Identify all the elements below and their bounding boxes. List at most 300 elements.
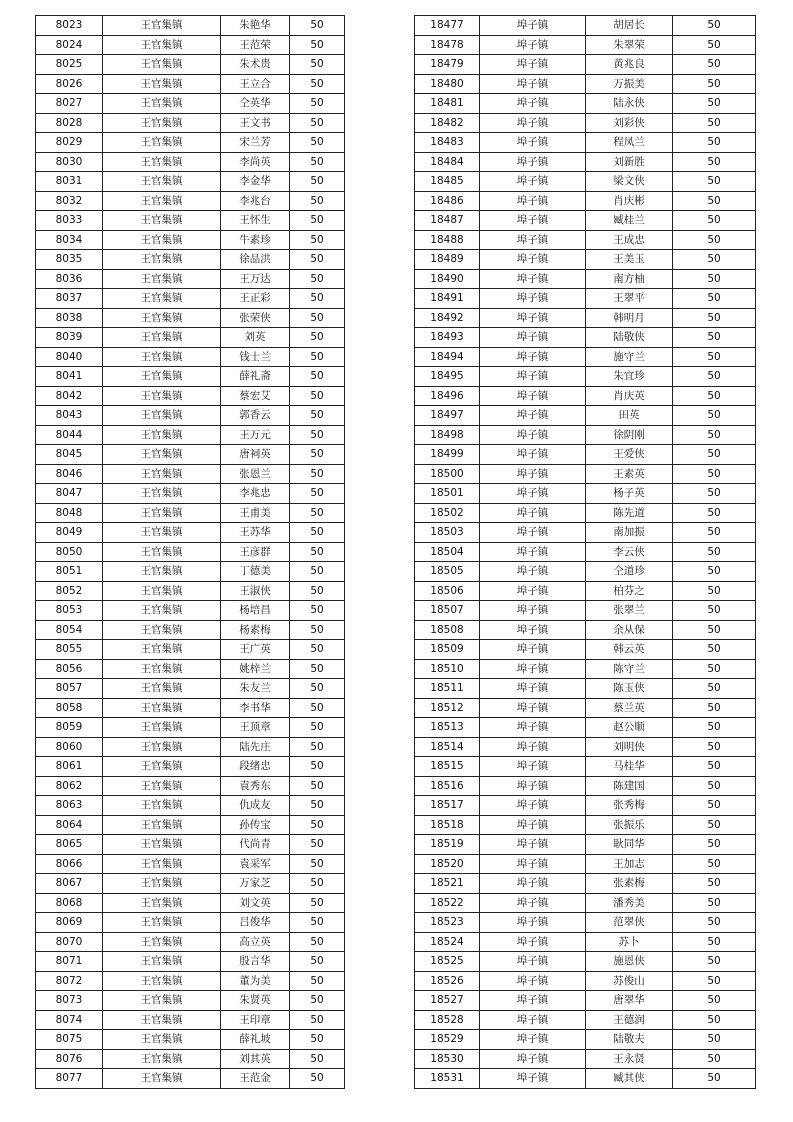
table-row bbox=[415, 718, 756, 738]
town-cell: 王官集镇 bbox=[103, 952, 221, 972]
amount-cell: 50 bbox=[673, 815, 756, 835]
town-cell: 埠子镇 bbox=[480, 562, 586, 582]
amount-cell: 50 bbox=[290, 874, 345, 894]
table-row bbox=[415, 230, 756, 250]
amount-cell: 50 bbox=[673, 308, 756, 328]
name-cell: 王甫美 bbox=[221, 503, 290, 523]
name-cell: 陆永侠 bbox=[586, 94, 673, 114]
id-cell: 8048 bbox=[36, 503, 103, 523]
id-cell: 18491 bbox=[415, 289, 480, 309]
town-cell: 王官集镇 bbox=[103, 581, 221, 601]
table-row bbox=[415, 484, 756, 504]
name-cell: 宋兰芳 bbox=[221, 133, 290, 153]
name-cell: 钱士兰 bbox=[221, 347, 290, 367]
name-cell: 朱友兰 bbox=[221, 679, 290, 699]
town-cell: 王官集镇 bbox=[103, 35, 221, 55]
name-cell: 王美玉 bbox=[586, 250, 673, 270]
id-cell: 8024 bbox=[36, 35, 103, 55]
name-cell: 高立英 bbox=[221, 932, 290, 952]
town-cell: 王官集镇 bbox=[103, 776, 221, 796]
amount-cell: 50 bbox=[290, 971, 345, 991]
id-cell: 8045 bbox=[36, 445, 103, 465]
table-row bbox=[36, 874, 345, 894]
amount-cell: 50 bbox=[673, 620, 756, 640]
table-row bbox=[36, 133, 345, 153]
name-cell: 王苏华 bbox=[221, 523, 290, 543]
id-cell: 18496 bbox=[415, 386, 480, 406]
town-cell: 王官集镇 bbox=[103, 932, 221, 952]
amount-cell: 50 bbox=[673, 464, 756, 484]
id-cell: 18482 bbox=[415, 113, 480, 133]
table-row bbox=[36, 445, 345, 465]
id-cell: 8033 bbox=[36, 211, 103, 231]
table-row bbox=[415, 991, 756, 1011]
town-cell: 王官集镇 bbox=[103, 386, 221, 406]
town-cell: 埠子镇 bbox=[480, 191, 586, 211]
name-cell: 南方柚 bbox=[586, 269, 673, 289]
id-cell: 18519 bbox=[415, 835, 480, 855]
town-cell: 埠子镇 bbox=[480, 757, 586, 777]
amount-cell: 50 bbox=[673, 523, 756, 543]
town-cell: 埠子镇 bbox=[480, 35, 586, 55]
name-cell: 张恩兰 bbox=[221, 464, 290, 484]
id-cell: 18504 bbox=[415, 542, 480, 562]
table-row bbox=[36, 679, 345, 699]
table-row bbox=[36, 815, 345, 835]
town-cell: 王官集镇 bbox=[103, 55, 221, 75]
name-cell: 王爱侠 bbox=[586, 445, 673, 465]
table-row bbox=[415, 464, 756, 484]
id-cell: 8075 bbox=[36, 1030, 103, 1050]
town-cell: 埠子镇 bbox=[480, 854, 586, 874]
table-row bbox=[36, 464, 345, 484]
id-cell: 8036 bbox=[36, 269, 103, 289]
town-cell: 埠子镇 bbox=[480, 893, 586, 913]
name-cell: 郭香云 bbox=[221, 406, 290, 426]
name-cell: 王永贤 bbox=[586, 1049, 673, 1069]
amount-cell: 50 bbox=[290, 211, 345, 231]
id-cell: 18510 bbox=[415, 659, 480, 679]
town-cell: 埠子镇 bbox=[480, 230, 586, 250]
amount-cell: 50 bbox=[290, 581, 345, 601]
id-cell: 8070 bbox=[36, 932, 103, 952]
id-cell: 18493 bbox=[415, 328, 480, 348]
town-cell: 王官集镇 bbox=[103, 718, 221, 738]
name-cell: 张素梅 bbox=[586, 874, 673, 894]
amount-cell: 50 bbox=[290, 952, 345, 972]
name-cell: 刘其英 bbox=[221, 1049, 290, 1069]
table-row bbox=[36, 893, 345, 913]
id-cell: 8059 bbox=[36, 718, 103, 738]
town-cell: 埠子镇 bbox=[480, 133, 586, 153]
town-cell: 王官集镇 bbox=[103, 620, 221, 640]
id-cell: 18518 bbox=[415, 815, 480, 835]
town-cell: 王官集镇 bbox=[103, 191, 221, 211]
name-cell: 王万达 bbox=[221, 269, 290, 289]
name-cell: 杨子英 bbox=[586, 484, 673, 504]
table-row bbox=[36, 35, 345, 55]
town-cell: 王官集镇 bbox=[103, 796, 221, 816]
amount-cell: 50 bbox=[290, 796, 345, 816]
amount-cell: 50 bbox=[290, 854, 345, 874]
name-cell: 刘明侠 bbox=[586, 737, 673, 757]
amount-cell: 50 bbox=[673, 386, 756, 406]
id-cell: 18515 bbox=[415, 757, 480, 777]
amount-cell: 50 bbox=[673, 484, 756, 504]
name-cell: 唐翠华 bbox=[586, 991, 673, 1011]
amount-cell: 50 bbox=[290, 55, 345, 75]
amount-cell: 50 bbox=[673, 16, 756, 36]
id-cell: 18499 bbox=[415, 445, 480, 465]
town-cell: 埠子镇 bbox=[480, 932, 586, 952]
name-cell: 代尚青 bbox=[221, 835, 290, 855]
name-cell: 韩云英 bbox=[586, 640, 673, 660]
id-cell: 8077 bbox=[36, 1069, 103, 1089]
table-row bbox=[36, 932, 345, 952]
name-cell: 陆敬侠 bbox=[586, 328, 673, 348]
table-row bbox=[36, 250, 345, 270]
amount-cell: 50 bbox=[290, 406, 345, 426]
name-cell: 吕俊华 bbox=[221, 913, 290, 933]
table-row bbox=[36, 601, 345, 621]
table-row bbox=[36, 74, 345, 94]
amount-cell: 50 bbox=[673, 1010, 756, 1030]
amount-cell: 50 bbox=[290, 815, 345, 835]
name-cell: 臧桂兰 bbox=[586, 211, 673, 231]
town-cell: 埠子镇 bbox=[480, 328, 586, 348]
town-cell: 埠子镇 bbox=[480, 113, 586, 133]
id-cell: 18480 bbox=[415, 74, 480, 94]
name-cell: 殷言华 bbox=[221, 952, 290, 972]
name-cell: 黄兆良 bbox=[586, 55, 673, 75]
amount-cell: 50 bbox=[290, 16, 345, 36]
id-cell: 18494 bbox=[415, 347, 480, 367]
table-row bbox=[415, 854, 756, 874]
table-row bbox=[415, 913, 756, 933]
name-cell: 余从保 bbox=[586, 620, 673, 640]
table-row bbox=[415, 835, 756, 855]
name-cell: 王怀生 bbox=[221, 211, 290, 231]
name-cell: 朱艳华 bbox=[221, 16, 290, 36]
town-cell: 王官集镇 bbox=[103, 971, 221, 991]
table-row bbox=[415, 640, 756, 660]
id-cell: 8063 bbox=[36, 796, 103, 816]
id-cell: 8058 bbox=[36, 698, 103, 718]
table-row bbox=[36, 269, 345, 289]
table-row bbox=[36, 406, 345, 426]
id-cell: 8051 bbox=[36, 562, 103, 582]
table-row bbox=[415, 562, 756, 582]
amount-cell: 50 bbox=[290, 94, 345, 114]
id-cell: 8065 bbox=[36, 835, 103, 855]
table-row bbox=[415, 620, 756, 640]
table-row bbox=[36, 484, 345, 504]
amount-cell: 50 bbox=[673, 425, 756, 445]
id-cell: 8042 bbox=[36, 386, 103, 406]
amount-cell: 50 bbox=[290, 835, 345, 855]
table-row bbox=[36, 230, 345, 250]
table-row bbox=[415, 971, 756, 991]
id-cell: 18503 bbox=[415, 523, 480, 543]
town-cell: 埠子镇 bbox=[480, 835, 586, 855]
amount-cell: 50 bbox=[673, 35, 756, 55]
id-cell: 18484 bbox=[415, 152, 480, 172]
name-cell: 施恩侠 bbox=[586, 952, 673, 972]
name-cell: 朱翠荣 bbox=[586, 35, 673, 55]
table-row bbox=[415, 815, 756, 835]
id-cell: 8046 bbox=[36, 464, 103, 484]
table-row bbox=[36, 172, 345, 192]
id-cell: 8061 bbox=[36, 757, 103, 777]
id-cell: 8031 bbox=[36, 172, 103, 192]
amount-cell: 50 bbox=[290, 776, 345, 796]
id-cell: 8060 bbox=[36, 737, 103, 757]
amount-cell: 50 bbox=[673, 581, 756, 601]
town-cell: 王官集镇 bbox=[103, 991, 221, 1011]
table-row bbox=[36, 386, 345, 406]
town-cell: 埠子镇 bbox=[480, 94, 586, 114]
town-cell: 王官集镇 bbox=[103, 1049, 221, 1069]
id-cell: 18511 bbox=[415, 679, 480, 699]
table-row bbox=[36, 913, 345, 933]
id-cell: 8041 bbox=[36, 367, 103, 387]
town-cell: 王官集镇 bbox=[103, 74, 221, 94]
amount-cell: 50 bbox=[290, 1069, 345, 1089]
table-row bbox=[36, 347, 345, 367]
amount-cell: 50 bbox=[673, 250, 756, 270]
id-cell: 8035 bbox=[36, 250, 103, 270]
town-cell: 埠子镇 bbox=[480, 16, 586, 36]
amount-cell: 50 bbox=[673, 172, 756, 192]
table-row bbox=[36, 503, 345, 523]
id-cell: 8066 bbox=[36, 854, 103, 874]
name-cell: 万振美 bbox=[586, 74, 673, 94]
town-cell: 王官集镇 bbox=[103, 737, 221, 757]
id-cell: 18513 bbox=[415, 718, 480, 738]
name-cell: 臧其侠 bbox=[586, 1069, 673, 1089]
amount-cell: 50 bbox=[290, 913, 345, 933]
id-cell: 8032 bbox=[36, 191, 103, 211]
table-row bbox=[36, 952, 345, 972]
table-row bbox=[415, 347, 756, 367]
name-cell: 牛素珍 bbox=[221, 230, 290, 250]
id-cell: 18530 bbox=[415, 1049, 480, 1069]
table-row bbox=[415, 757, 756, 777]
table-row bbox=[415, 425, 756, 445]
id-cell: 8040 bbox=[36, 347, 103, 367]
amount-cell: 50 bbox=[673, 191, 756, 211]
amount-cell: 50 bbox=[290, 367, 345, 387]
table-row bbox=[415, 386, 756, 406]
table-row bbox=[36, 796, 345, 816]
name-cell: 李尚英 bbox=[221, 152, 290, 172]
town-cell: 王官集镇 bbox=[103, 601, 221, 621]
name-cell: 王立合 bbox=[221, 74, 290, 94]
name-cell: 刘彩侠 bbox=[586, 113, 673, 133]
table-row bbox=[415, 445, 756, 465]
table-row bbox=[36, 425, 345, 445]
amount-cell: 50 bbox=[673, 367, 756, 387]
roster-table-left bbox=[35, 15, 345, 1089]
table-row bbox=[415, 367, 756, 387]
town-cell: 埠子镇 bbox=[480, 152, 586, 172]
amount-cell: 50 bbox=[673, 718, 756, 738]
name-cell: 张秀梅 bbox=[586, 796, 673, 816]
amount-cell: 50 bbox=[290, 133, 345, 153]
table-row bbox=[36, 562, 345, 582]
town-cell: 埠子镇 bbox=[480, 620, 586, 640]
id-cell: 18525 bbox=[415, 952, 480, 972]
amount-cell: 50 bbox=[673, 211, 756, 231]
id-cell: 18486 bbox=[415, 191, 480, 211]
name-cell: 王正彩 bbox=[221, 289, 290, 309]
town-cell: 埠子镇 bbox=[480, 55, 586, 75]
table-row bbox=[36, 16, 345, 36]
id-cell: 8039 bbox=[36, 328, 103, 348]
amount-cell: 50 bbox=[673, 347, 756, 367]
id-cell: 18506 bbox=[415, 581, 480, 601]
town-cell: 埠子镇 bbox=[480, 991, 586, 1011]
amount-cell: 50 bbox=[290, 1030, 345, 1050]
id-cell: 18479 bbox=[415, 55, 480, 75]
amount-cell: 50 bbox=[290, 464, 345, 484]
town-cell: 埠子镇 bbox=[480, 74, 586, 94]
amount-cell: 50 bbox=[290, 1010, 345, 1030]
name-cell: 王顶章 bbox=[221, 718, 290, 738]
town-cell: 王官集镇 bbox=[103, 172, 221, 192]
amount-cell: 50 bbox=[290, 328, 345, 348]
name-cell: 丁德美 bbox=[221, 562, 290, 582]
amount-cell: 50 bbox=[673, 542, 756, 562]
id-cell: 8025 bbox=[36, 55, 103, 75]
id-cell: 18512 bbox=[415, 698, 480, 718]
town-cell: 王官集镇 bbox=[103, 1069, 221, 1089]
table-row bbox=[36, 94, 345, 114]
town-cell: 埠子镇 bbox=[480, 1069, 586, 1089]
id-cell: 18498 bbox=[415, 425, 480, 445]
id-cell: 18483 bbox=[415, 133, 480, 153]
town-cell: 埠子镇 bbox=[480, 464, 586, 484]
table-row bbox=[415, 1069, 756, 1089]
amount-cell: 50 bbox=[673, 971, 756, 991]
id-cell: 18516 bbox=[415, 776, 480, 796]
name-cell: 王广英 bbox=[221, 640, 290, 660]
id-cell: 18528 bbox=[415, 1010, 480, 1030]
amount-cell: 50 bbox=[290, 757, 345, 777]
name-cell: 肖庆彬 bbox=[586, 191, 673, 211]
name-cell: 陆敬夫 bbox=[586, 1030, 673, 1050]
town-cell: 埠子镇 bbox=[480, 952, 586, 972]
name-cell: 程凤兰 bbox=[586, 133, 673, 153]
table-row bbox=[415, 211, 756, 231]
name-cell: 南加振 bbox=[586, 523, 673, 543]
amount-cell: 50 bbox=[290, 35, 345, 55]
name-cell: 姚梓兰 bbox=[221, 659, 290, 679]
town-cell: 王官集镇 bbox=[103, 113, 221, 133]
table-row bbox=[415, 269, 756, 289]
table-row bbox=[36, 971, 345, 991]
id-cell: 8072 bbox=[36, 971, 103, 991]
name-cell: 王素英 bbox=[586, 464, 673, 484]
name-cell: 陈守兰 bbox=[586, 659, 673, 679]
table-row bbox=[415, 1010, 756, 1030]
table-row bbox=[415, 796, 756, 816]
name-cell: 王范金 bbox=[221, 1069, 290, 1089]
name-cell: 耿同华 bbox=[586, 835, 673, 855]
id-cell: 18507 bbox=[415, 601, 480, 621]
name-cell: 范翠侠 bbox=[586, 913, 673, 933]
amount-cell: 50 bbox=[290, 484, 345, 504]
id-cell: 18490 bbox=[415, 269, 480, 289]
name-cell: 朱贤英 bbox=[221, 991, 290, 1011]
town-cell: 王官集镇 bbox=[103, 328, 221, 348]
id-cell: 18509 bbox=[415, 640, 480, 660]
amount-cell: 50 bbox=[290, 503, 345, 523]
name-cell: 李金华 bbox=[221, 172, 290, 192]
table-row bbox=[36, 620, 345, 640]
id-cell: 8064 bbox=[36, 815, 103, 835]
amount-cell: 50 bbox=[290, 152, 345, 172]
amount-cell: 50 bbox=[290, 718, 345, 738]
amount-cell: 50 bbox=[290, 679, 345, 699]
amount-cell: 50 bbox=[673, 698, 756, 718]
town-cell: 王官集镇 bbox=[103, 94, 221, 114]
town-cell: 王官集镇 bbox=[103, 698, 221, 718]
table-row bbox=[415, 679, 756, 699]
amount-cell: 50 bbox=[673, 640, 756, 660]
id-cell: 18508 bbox=[415, 620, 480, 640]
table-row bbox=[415, 113, 756, 133]
amount-cell: 50 bbox=[290, 386, 345, 406]
name-cell: 董为美 bbox=[221, 971, 290, 991]
id-cell: 8044 bbox=[36, 425, 103, 445]
amount-cell: 50 bbox=[290, 289, 345, 309]
table-row bbox=[415, 74, 756, 94]
id-cell: 18488 bbox=[415, 230, 480, 250]
town-cell: 埠子镇 bbox=[480, 815, 586, 835]
table-row bbox=[36, 191, 345, 211]
town-cell: 埠子镇 bbox=[480, 172, 586, 192]
id-cell: 8030 bbox=[36, 152, 103, 172]
id-cell: 8037 bbox=[36, 289, 103, 309]
amount-cell: 50 bbox=[290, 230, 345, 250]
table-row bbox=[415, 893, 756, 913]
name-cell: 王万元 bbox=[221, 425, 290, 445]
amount-cell: 50 bbox=[290, 308, 345, 328]
town-cell: 王官集镇 bbox=[103, 464, 221, 484]
town-cell: 埠子镇 bbox=[480, 796, 586, 816]
name-cell: 万家芝 bbox=[221, 874, 290, 894]
name-cell: 张荣侠 bbox=[221, 308, 290, 328]
town-cell: 王官集镇 bbox=[103, 269, 221, 289]
town-cell: 王官集镇 bbox=[103, 542, 221, 562]
id-cell: 18497 bbox=[415, 406, 480, 426]
name-cell: 段绪忠 bbox=[221, 757, 290, 777]
amount-cell: 50 bbox=[673, 952, 756, 972]
amount-cell: 50 bbox=[290, 191, 345, 211]
name-cell: 李兆忠 bbox=[221, 484, 290, 504]
id-cell: 18517 bbox=[415, 796, 480, 816]
name-cell: 王翠平 bbox=[586, 289, 673, 309]
amount-cell: 50 bbox=[290, 698, 345, 718]
id-cell: 18527 bbox=[415, 991, 480, 1011]
amount-cell: 50 bbox=[673, 562, 756, 582]
town-cell: 埠子镇 bbox=[480, 737, 586, 757]
town-cell: 埠子镇 bbox=[480, 308, 586, 328]
town-cell: 埠子镇 bbox=[480, 386, 586, 406]
name-cell: 陈建国 bbox=[586, 776, 673, 796]
table-row bbox=[415, 289, 756, 309]
